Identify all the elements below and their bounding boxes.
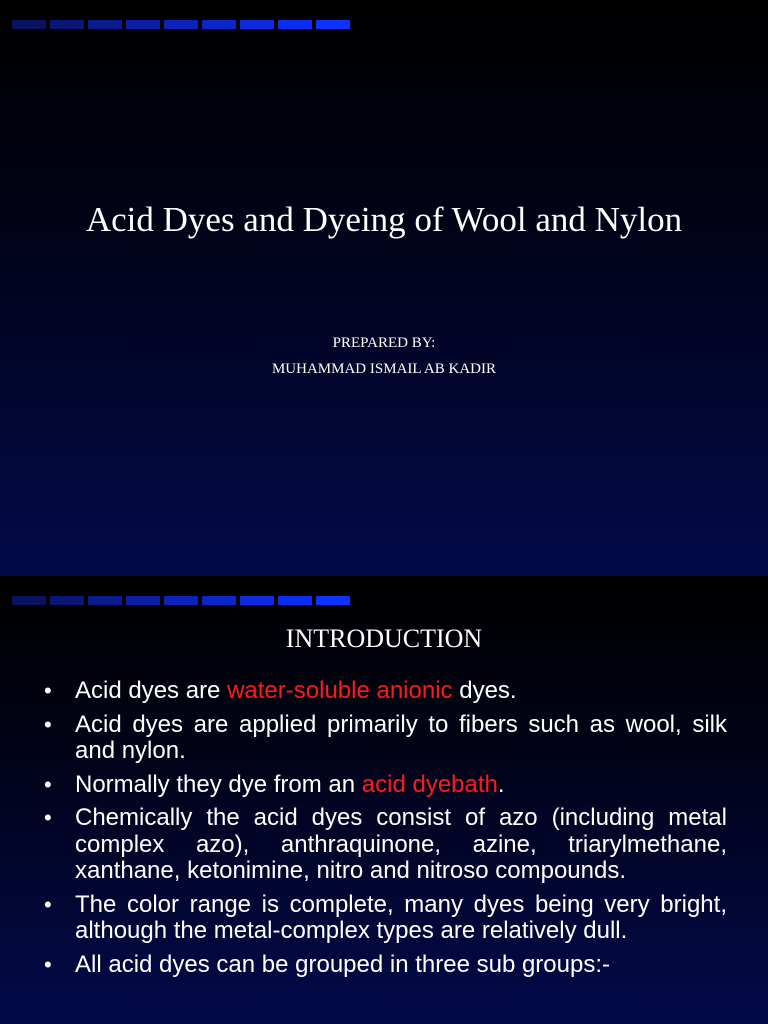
bullet-item: • The color range is complete, many dyes being very bright, although the metal-complex types are relatively dull. bbox=[44, 892, 727, 945]
accent-bar bbox=[126, 596, 160, 605]
accent-bar bbox=[12, 20, 46, 29]
accent-bar bbox=[12, 596, 46, 605]
accent-bar bbox=[240, 596, 274, 605]
accent-bar bbox=[164, 20, 198, 29]
slide-1-accent-bars bbox=[12, 20, 350, 29]
accent-bar bbox=[50, 596, 84, 605]
bullet-item: • Chemically the acid dyes consist of azo (including metal complex azo), anthraquinone, azine, triarylmethane, xanthane, ketonimine, nitro and nitroso compounds. bbox=[44, 805, 727, 885]
accent-bar bbox=[278, 20, 312, 29]
highlighted-term: acid dyebath bbox=[361, 770, 498, 798]
slide-title: Acid Dyes and Dyeing of Wool and Nylon bbox=[85, 200, 683, 239]
slide-2-accent-bars bbox=[12, 596, 350, 605]
accent-bar bbox=[202, 20, 236, 29]
bullet-list bbox=[44, 678, 727, 985]
prepared-by-label: PREPARED BY: bbox=[332, 335, 436, 351]
accent-bar bbox=[50, 20, 84, 29]
slide-subtitle bbox=[60, 330, 708, 382]
slide-heading: INTRODUCTION bbox=[285, 624, 483, 653]
accent-bar bbox=[126, 20, 160, 29]
accent-bar bbox=[88, 20, 122, 29]
accent-bar bbox=[88, 596, 122, 605]
bullet-item: • Acid dyes are applied primarily to fibers such as wool, silk and nylon. bbox=[44, 712, 727, 765]
bullet-item: • All acid dyes can be grouped in three sub groups:- bbox=[44, 952, 727, 979]
accent-bar bbox=[316, 596, 350, 605]
bullet-item: • Acid dyes are water-soluble anionic dyes. bbox=[44, 678, 727, 705]
accent-bar bbox=[240, 20, 274, 29]
bullet-item: • Normally they dye from an acid dyebath. bbox=[44, 772, 727, 799]
introduction-slide bbox=[0, 576, 768, 1024]
accent-bar bbox=[164, 596, 198, 605]
accent-bar bbox=[316, 20, 350, 29]
accent-bar bbox=[278, 596, 312, 605]
author-name: MUHAMMAD ISMAIL AB KADIR bbox=[271, 361, 497, 377]
highlighted-term: water-soluble anionic bbox=[227, 677, 453, 704]
accent-bar bbox=[202, 596, 236, 605]
